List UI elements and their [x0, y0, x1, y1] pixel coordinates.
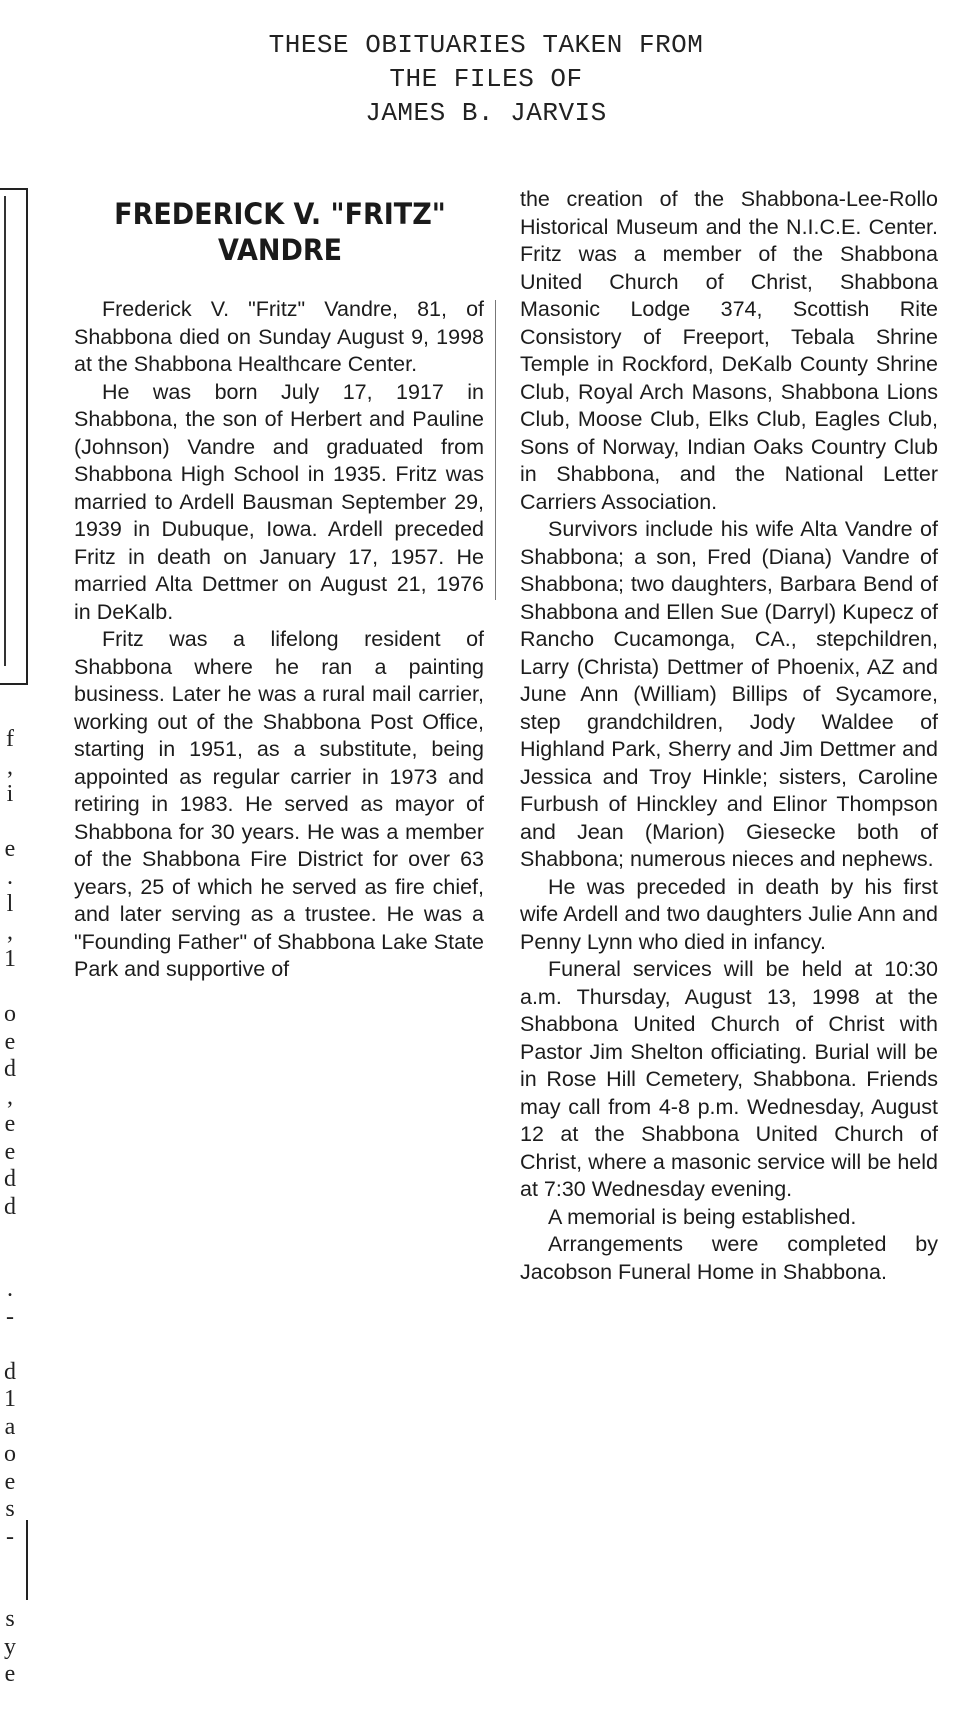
- edge-mark: ,: [7, 753, 13, 780]
- edge-mark: d: [4, 1166, 16, 1192]
- edge-mark: .: [7, 1276, 13, 1302]
- edge-mark: i: [6, 781, 14, 807]
- paragraph-memorial: A memorial is being established.: [548, 1204, 857, 1229]
- paragraph-death-notice: Frederick V. "Fritz" Vandre, 81, of Shabbona died on Sunday August 9, 1998 at the Shabbona Healthcare Center.: [74, 297, 484, 376]
- title-line-1: FREDERICK V. "FRITZ": [114, 197, 446, 231]
- edge-mark: [0, 1249, 20, 1277]
- edge-mark: [0, 974, 20, 1002]
- column-divider: [495, 300, 496, 600]
- paragraph-early-life: He was born July 17, 1917 in Shabbona, the son of Herbert and Pauline (Johnson) Vandre and graduated from Shabbona High School in 1935. Fritz was married to Ardell Bausman September 29, 1939 in Dubuque, Iowa. Ardell preceded Fritz in death on January 17, 1957. He married Alta Dettmer on August 21, 1976 in DeKalb.: [74, 379, 484, 624]
- edge-mark: -: [6, 1303, 14, 1330]
- paragraph-funeral-services: Funeral services will be held at 10:30 a.m. Thursday, August 13, 1998 at the Shabbona United Church of Christ with Pastor Jim Shelton officiating. Burial will be in Rose Hill Cemetery, Shabbona. Friends may call from 4-8 p.m. Wednesday, August 12 at the Shabbona United Church of Christ, where a masonic service will be held at 7:30 Wednesday evening.: [520, 957, 938, 1201]
- edge-mark: [0, 1221, 20, 1249]
- adjacent-clipping-text: [0, 726, 20, 1689]
- title-line-2: VANDRE: [217, 233, 343, 267]
- edge-mark: d: [4, 1358, 16, 1385]
- page-header: [0, 28, 972, 130]
- edge-mark: s: [5, 1606, 15, 1632]
- adjacent-clipping-rule: [4, 196, 10, 666]
- header-line-3: JAMES B. JARVIS: [365, 98, 607, 128]
- edge-mark: d: [4, 1056, 16, 1082]
- edge-mark: e: [4, 1028, 16, 1055]
- paragraph-preceded: He was preceded in death by his first wife Ardell and two daughters Julie Ann and Penny Lynn who died in infancy.: [520, 874, 938, 954]
- header-line-2: THE FILES OF: [389, 64, 583, 94]
- edge-mark: .: [7, 863, 13, 890]
- edge-mark: [0, 809, 20, 837]
- edge-mark: [0, 1579, 20, 1607]
- edge-mark: ,: [7, 918, 13, 945]
- paragraph-arrangements: Arrangements were completed by Jacobson Funeral Home in Shabbona.: [520, 1232, 938, 1284]
- edge-mark: a: [4, 1413, 16, 1440]
- edge-mark: d: [4, 1193, 16, 1220]
- edge-mark: 1: [4, 946, 16, 972]
- edge-mark: l: [6, 891, 14, 917]
- edge-mark: [0, 1331, 20, 1359]
- edge-mark: f: [6, 726, 14, 752]
- header-line-1: THESE OBITUARIES TAKEN FROM: [268, 30, 704, 60]
- edge-mark: e: [4, 1468, 16, 1495]
- edge-mark: s: [5, 1496, 15, 1522]
- edge-mark: o: [4, 1001, 16, 1027]
- edge-mark: e: [4, 836, 16, 862]
- left-column: [74, 296, 484, 984]
- edge-mark: e: [4, 1661, 16, 1687]
- obituary-title: [94, 196, 466, 268]
- adjacent-clipping-bar: [26, 1520, 28, 1600]
- edge-mark: e: [4, 1138, 16, 1165]
- edge-mark: ,: [7, 1083, 13, 1110]
- paragraph-survivors: Survivors include his wife Alta Vandre of Shabbona; a son, Fred (Diana) Vandre of Shabbona; two daughters, Barbara Bend of Shabbona and Ellen Sue (Darryl) Kupecz of Rancho Cucamonga, CA., stepchildren, Larry (Christa) Dettmer of Phoenix, AZ and June Ann (William) Billips of Sycamore, step grandchildren, Jody Waldee of Highland Park, Sherry and Jim Dettmer and Jessica and Troy Hinkle; sisters, Caroline Furbush of Hinckley and Elinor Thompson and Jean (Marion) Giesecke both of Shabbona; numerous nieces and nephews.: [520, 517, 938, 871]
- edge-mark: [0, 1551, 20, 1579]
- paragraph-career: Fritz was a lifelong resident of Shabbona where he ran a painting business. Later he was a rural mail carrier, working out of the Shabbona Post Office, starting in 1951, as a substitute, being appointed as regular carrier in 1973 and retiring in 1983. He served as mayor of Shabbona for 30 years. He was a member of the Shabbona Fire District for over 63 years, 25 of which he served as fire chief, and later serving as a trustee. He was a "Founding Father" of Shabbona Lake State Park and supportive of: [74, 627, 484, 981]
- edge-mark: o: [4, 1441, 16, 1467]
- edge-mark: 1: [4, 1386, 16, 1412]
- paragraph-memberships: the creation of the Shabbona-Lee-Rollo Historical Museum and the N.I.C.E. Center. Fritz was a member of the Shabbona United Church of Christ, Shabbona Masonic Lodge 374, Scottish Rite Consistory of Freeport, Tebala Shrine Temple in Rockford, DeKalb County Shrine Club, Royal Arch Masons, Shabbona Lions Club, Moose Club, Elks Club, Eagles Club, Sons of Norway, Indian Oaks Country Club in Shabbona, and the National Letter Carriers Association.: [520, 187, 938, 514]
- edge-mark: y: [4, 1633, 16, 1660]
- right-column: [520, 186, 938, 1286]
- edge-mark: -: [6, 1523, 14, 1550]
- edge-mark: e: [4, 1111, 16, 1137]
